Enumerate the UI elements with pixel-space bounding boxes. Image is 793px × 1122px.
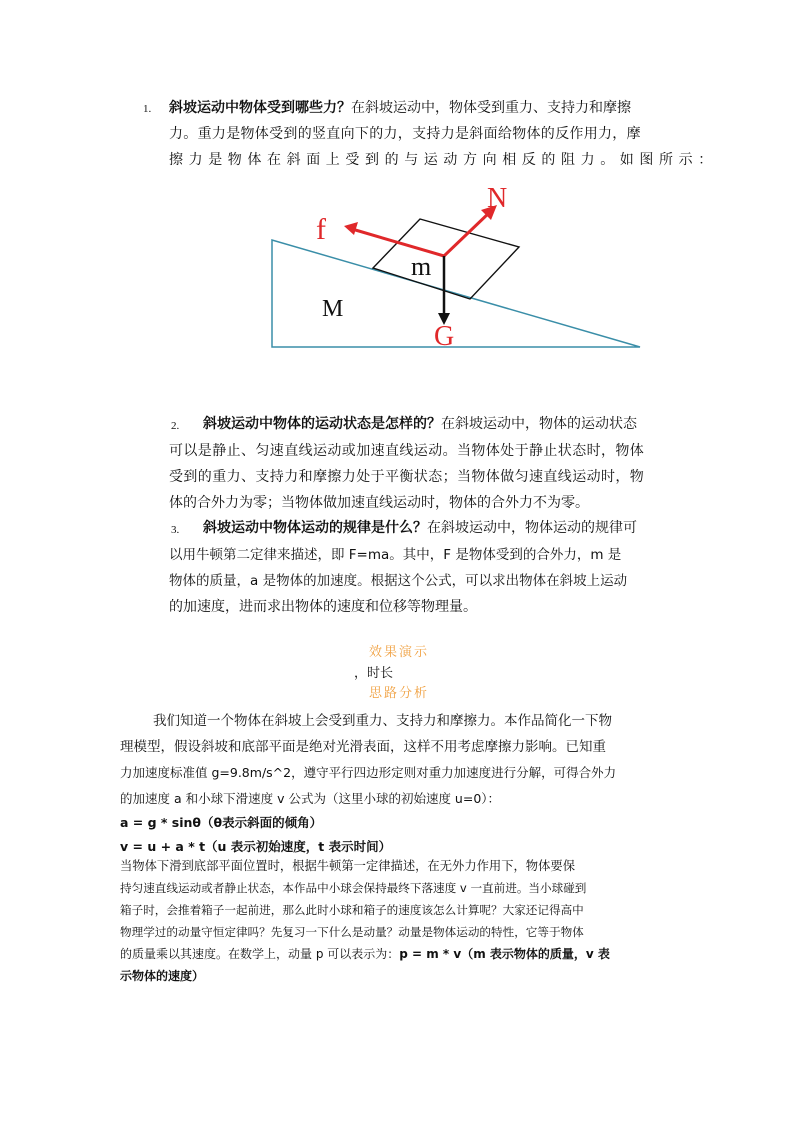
item2-line2: 可以是静止、匀速直线运动或加速直线运动。当物体处于静止状态时，物体 <box>169 443 645 459</box>
item2-line1-rest: 在斜坡运动中，物体的运动状态 <box>441 416 637 432</box>
body-p2-line4: 物理学过的动量守恒定律吗？先复习一下什么是动量？动量是物体运动的特性，它等于物体 <box>120 925 584 939</box>
item1-line2: 力。重力是物体受到的竖直向下的力，支持力是斜面给物体的反作用力，摩 <box>169 126 641 142</box>
heading-demo: 效果演示 <box>369 645 430 660</box>
duration-text: ，时长 <box>354 666 394 681</box>
friction-arrowhead <box>344 222 358 235</box>
body-p1-line3: 力加速度标准值 g=9.8m/s^2，遵守平行四边形定则对重力加速度进行分解，可得合外力 <box>120 765 617 780</box>
item1-line1 <box>169 95 631 121</box>
item1-number: 1. <box>143 103 152 115</box>
item3-line1-rest: 在斜坡运动中，物体运动的规律可 <box>427 520 637 536</box>
item2-line1 <box>203 411 637 437</box>
body-p2-line2: 持匀速直线运动或者静止状态，本作品中小球会保持最终下落速度 v 一直前进。当小球碰到 <box>120 881 587 895</box>
heading-analysis: 思路分析 <box>369 686 430 701</box>
formula-acceleration: a = g * sinθ（θ表示斜面的倾角） <box>120 815 323 830</box>
incline-triangle <box>272 240 640 347</box>
item3-line1 <box>203 515 637 541</box>
block-m <box>373 219 519 299</box>
body-p2-line5-plain: 的质量乘以其速度。在数学上，动量 p 可以表示为： <box>120 947 400 961</box>
body-p2-line6: 示物体的速度） <box>120 969 205 983</box>
item1-title: 斜坡运动中物体受到哪些力？ <box>169 100 351 116</box>
body-p1-line2: 理模型，假设斜坡和底部平面是绝对光滑表面，这样不用考虑摩擦力影响。已知重 <box>120 739 606 755</box>
item3-title: 斜坡运动中物体运动的规律是什么？ <box>203 520 427 536</box>
item2-title: 斜坡运动中物体的运动状态是怎样的？ <box>203 416 441 432</box>
item1-line1-rest: 在斜坡运动中，物体受到重力、支持力和摩擦 <box>351 100 631 116</box>
label-f: f <box>316 213 326 246</box>
item2-line4: 体的合外力为零；当物体做加速直线运动时，物体的合外力不为零。 <box>169 495 589 511</box>
item3-line3: 物体的质量，a 是物体的加速度。根据这个公式，可以求出物体在斜坡上运动 <box>169 573 628 589</box>
body-p2-line3: 箱子时，会推着箱子一起前进，那么此时小球和箱子的速度该怎么计算呢？大家还记得高中 <box>120 903 584 917</box>
label-N: N <box>487 183 508 214</box>
body-p2-line1: 当物体下滑到底部平面位置时，根据牛顿第一定律描述，在无外力作用下，物体要保 <box>120 859 575 873</box>
incline-force-diagram <box>0 175 793 375</box>
label-m: m <box>411 252 432 281</box>
label-M: M <box>322 296 344 322</box>
item1-line3: 擦力是物体在斜面上受到的与运动方向相反的阻力。如图所示： <box>169 152 718 168</box>
body-p1-line1: 我们知道一个物体在斜坡上会受到重力、支持力和摩擦力。本作品简化一下物 <box>153 713 612 729</box>
item3-line4: 的加速度，进而求出物体的速度和位移等物理量。 <box>169 599 477 615</box>
momentum-formula: p = m * v（m 表示物体的质量，v 表 <box>399 947 610 961</box>
item3-number: 3. <box>171 524 180 536</box>
label-G: G <box>434 321 455 352</box>
item2-number: 2. <box>171 420 180 432</box>
normal-force-arrow <box>444 211 491 256</box>
body-p2-line5 <box>120 943 610 965</box>
item2-line3: 受到的重力、支持力和摩擦力处于平衡状态；当物体做匀速直线运动时，物 <box>169 469 645 485</box>
body-p1-line4: 的加速度 a 和小球下滑速度 v 公式为（这里小球的初始速度 u=0）： <box>120 791 501 806</box>
formula-velocity: v = u + a * t（u 表示初始速度，t 表示时间） <box>120 839 392 854</box>
item3-line2: 以用牛顿第二定律来描述，即 F=ma。其中，F 是物体受到的合外力，m 是 <box>169 547 622 563</box>
